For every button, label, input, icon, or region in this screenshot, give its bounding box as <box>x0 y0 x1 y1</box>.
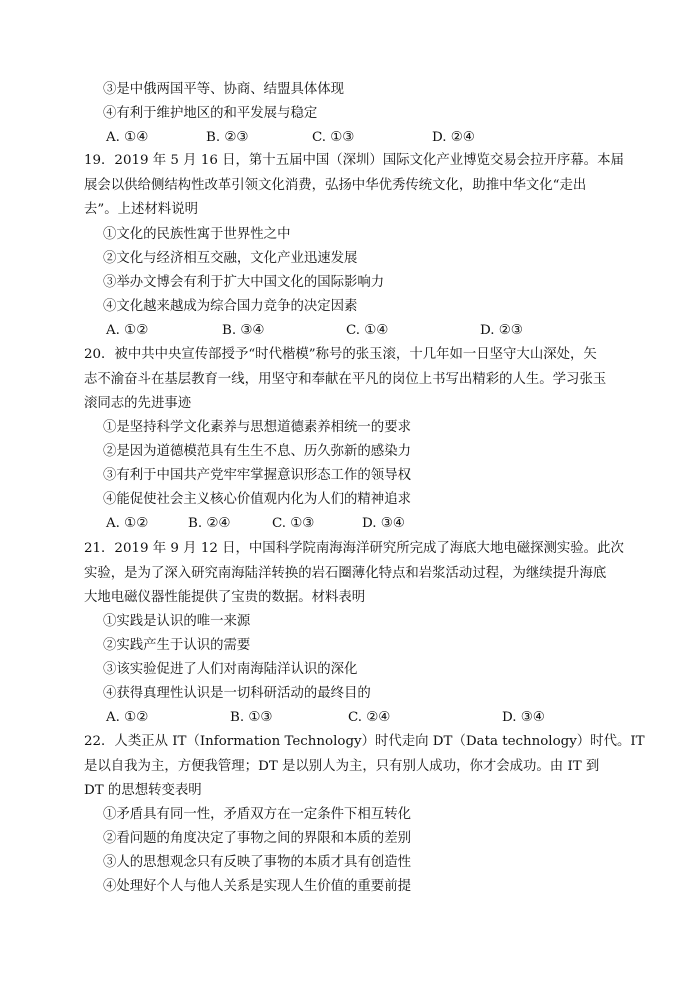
q19-stem-line-3: 去”。上述材料说明 <box>84 202 198 217</box>
q19-option-3: ③举办文博会有利于扩大中国文化的国际影响力 <box>103 275 385 290</box>
q19-stem-line-1: 19．2019 年 5 月 16 日，第十五届中国（深圳）国际文化产业博览交易会拉开序幕。本届 <box>84 153 624 168</box>
q20-choice-a: A. ①② <box>106 516 149 531</box>
q22-option-4: ④处理好个人与他人关系是实现人生价值的重要前提 <box>103 879 411 894</box>
q19-option-1: ①文化的民族性寓于世界性之中 <box>103 227 291 242</box>
q21-choice-a: A. ①② <box>106 710 149 725</box>
q20-choice-c: C. ①③ <box>272 516 315 531</box>
q19-stem-line-2: 展会以供给侧结构性改革引领文化消费，弘扬中华优秀传统文化，助推中华文化“走出 <box>84 178 587 193</box>
q22-stem-line-1: 22．人类正从 IT（Information Technology）时代走向 DT（Data technology）时代。IT <box>84 734 645 749</box>
q21-option-3: ③该实验促进了人们对南海陆洋认识的深化 <box>103 662 358 677</box>
q20-choice-b: B. ②④ <box>188 516 231 531</box>
q19-choice-b: B. ③④ <box>222 323 265 338</box>
q20-option-1: ①是坚持科学文化素养与思想道德素养相统一的要求 <box>103 420 411 435</box>
q22-option-1: ①矛盾具有同一性，矛盾双方在一定条件下相互转化 <box>103 807 411 822</box>
q20-option-3: ③有利于中国共产党牢牢掌握意识形态工作的领导权 <box>103 468 411 483</box>
q20-stem-line-3: 滚同志的先进事迹 <box>84 396 192 411</box>
q21-option-4: ④获得真理性认识是一切科研活动的最终目的 <box>103 686 371 701</box>
q18-option-3: ③是中俄两国平等、协商、结盟具体体现 <box>103 82 345 97</box>
q21-stem-line-3: 大地电磁仪器性能提供了宝贵的数据。材料表明 <box>84 590 366 605</box>
q18-choice-a: A. ①④ <box>106 130 149 145</box>
q19-choice-d: D. ②③ <box>480 323 523 338</box>
q21-option-2: ②实践产生于认识的需要 <box>103 638 251 653</box>
q20-choice-d: D. ③④ <box>362 516 405 531</box>
q20-option-4: ④能促使社会主义核心价值观内化为人们的精神追求 <box>103 492 411 507</box>
q22-stem-line-3: DT 的思想转变表明 <box>84 783 202 798</box>
q21-option-1: ①实践是认识的唯一来源 <box>103 614 251 629</box>
q22-option-2: ②看问题的角度决定了事物之间的界限和本质的差别 <box>103 831 411 846</box>
q22-option-3: ③人的思想观念只有反映了事物的本质才具有创造性 <box>103 855 411 870</box>
q20-stem-line-2: 志不渝奋斗在基层教育一线，用坚守和奉献在平凡的岗位上书写出精彩的人生。学习张玉 <box>84 372 607 387</box>
q19-option-4: ④文化越来越成为综合国力竞争的决定因素 <box>103 299 358 314</box>
q21-choice-b: B. ①③ <box>230 710 273 725</box>
q21-choice-c: C. ②④ <box>348 710 391 725</box>
q21-choice-d: D. ③④ <box>502 710 545 725</box>
q20-stem-line-1: 20．被中共中央宣传部授予“时代楷模”称号的张玉滚，十几年如一日坚守大山深处，矢 <box>84 347 597 362</box>
q21-stem-line-2: 实验，是为了深入研究南海陆洋转换的岩石圈薄化特点和岩浆活动过程，为继续提升海底 <box>84 566 607 581</box>
q18-choice-d: D. ②④ <box>432 130 475 145</box>
q18-option-4: ④有利于维护地区的和平发展与稳定 <box>103 106 318 121</box>
q19-option-2: ②文化与经济相互交融，文化产业迅速发展 <box>103 251 358 266</box>
q19-choice-c: C. ①④ <box>346 323 389 338</box>
q18-choice-c: C. ①③ <box>312 130 355 145</box>
q21-stem-line-1: 21．2019 年 9 月 12 日，中国科学院南海海洋研究所完成了海底大地电磁探测实验。此次 <box>84 541 624 556</box>
q22-stem-line-2: 是以自我为主，方便我管理；DT 是以别人为主，只有别人成功，你才会成功。由 IT 到 <box>84 759 600 774</box>
q18-choice-b: B. ②③ <box>206 130 249 145</box>
q20-option-2: ②是因为道德模范具有生生不息、历久弥新的感染力 <box>103 444 411 459</box>
q19-choice-a: A. ①② <box>106 323 149 338</box>
